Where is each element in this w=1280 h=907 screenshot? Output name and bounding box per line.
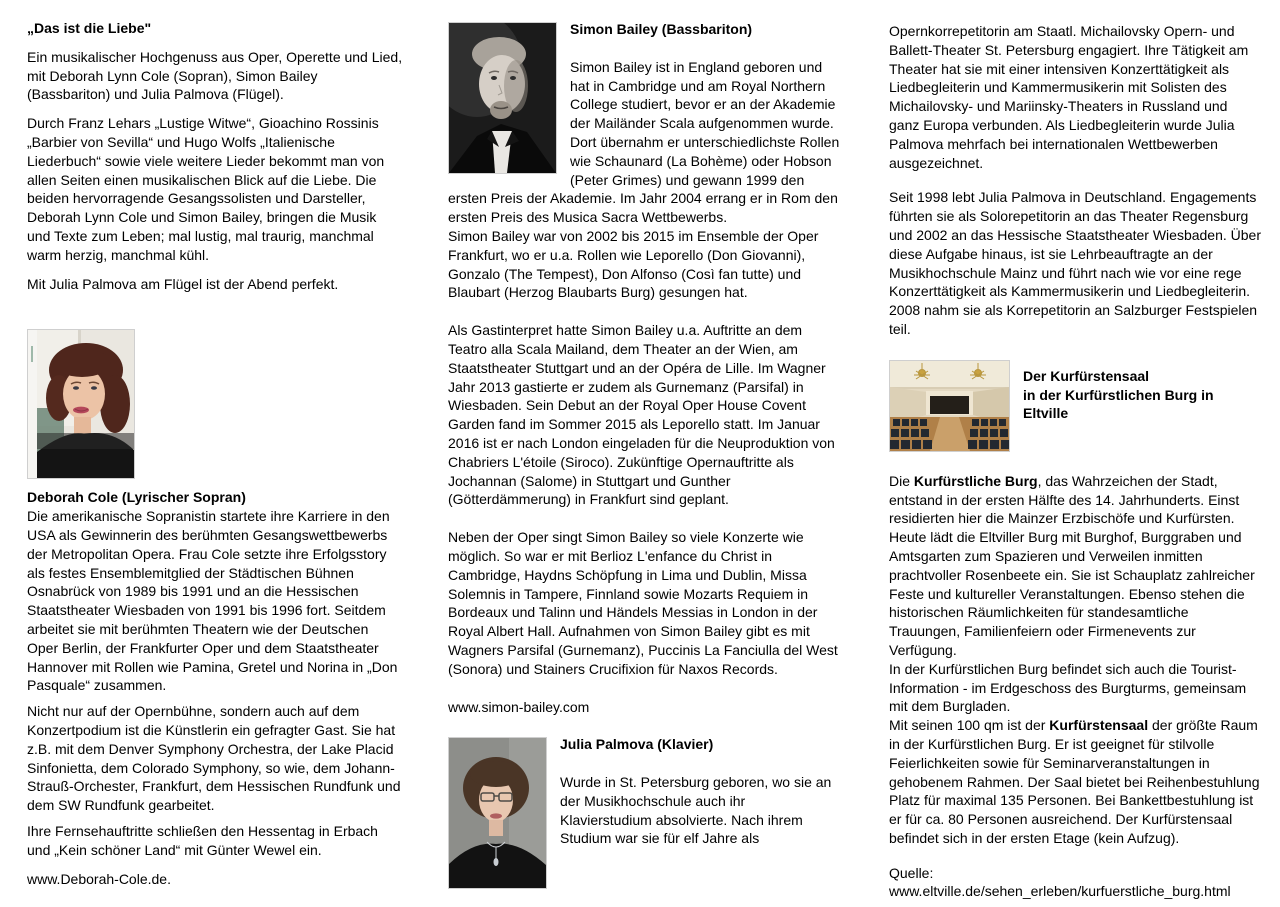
saal-caption-line1: Der Kurfürstensaal bbox=[1023, 367, 1150, 384]
source-url: www.eltville.de/sehen_erleben/kurfuerstliche_burg.html bbox=[889, 883, 1231, 900]
bailey-section bbox=[448, 20, 840, 321]
bailey-bio-paragraph: Simon Bailey ist in England geboren und hat in Cambridge und am Royal Northern College studiert, bevor er an der Akademie der Mailänder Scala aufgenommen wurde. Dort übernahm er unterschiedlichste Rollen wie Schaunard (La Bohème) oder Hobson (Peter Grimes) und gewann 1999 den ersten Preis der Akademie. Im Jahr 2004 errang er in Rom den ersten Preis des Musica Sacra Wettbewerbs. bbox=[448, 58, 840, 226]
saal-section bbox=[889, 358, 1261, 452]
burg-paragraph: Mit seinen 100 qm ist der Kurfürstensaal der größte Raum in der Kurfürstlichen Burg. Er ist geeignet für stilvolle Feierlichkeiten sowie für Seminarveranstaltungen in gehobenem Rahmen. Der Saal bietet bei Reihenbestuhlung Platz für maximal 135 Personen. Bei Bankettbestuhlung ist er für ca. 80 Personen ausreichend. Der Kurfürstensaal befindet sich in der ersten Etage (kein Aufzug). bbox=[889, 717, 1260, 846]
cole-bio-paragraph: Die amerikanische Sopranistin startete ihre Karriere in den USA als Gewinnerin des berühmten Gesangswettbewerbs der Metropolitan Opera. Frau Cole setzte ihre Erfolgsstory als festes Ensemblemitglied der Städtischen Bühnen Osnabrück von 1989 bis 1991 und an die Hessischen Staatstheater Wiesbaden von 1991 bis 1996 fort. Seitdem arbeitet sie mit berühmten Theatern wie der Deutschen Oper Berlin, der Frankfurter Oper und dem Staatstheater Hannover mit Rollen wie Pamina, Gretel und Norina in „Don Pasquale“ zusammen. bbox=[27, 508, 398, 694]
intro-paragraph: Durch Franz Lehars „Lustige Witwe“, Gioachino Rossinis „Barbier von Sevilla“ und Hugo Wolfs „Italienische Liederbuch“ sowie viele weitere Lieder bekommt man von allen Seiten einen musikalischen Blick auf die Liebe. Die beiden hervorragende Gesangssolisten und Darsteller, Deborah Lynn Cole und Simon Bailey, bringen die Musik und Texte zum Leben; mal lustig, mal traurig, manchmal warm herzig, manchmal kühl. bbox=[27, 115, 385, 263]
intro-paragraph: Ein musikalischer Hochgenuss aus Oper, Operette und Lied, mit Deborah Lynn Cole (Sopran), Simon Bailey (Bassbariton) und Julia Palmova (Flügel). bbox=[27, 48, 403, 103]
cole-heading: Deborah Cole (Lyrischer Sopran) bbox=[27, 489, 246, 506]
cole-website: www.Deborah-Cole.de. bbox=[27, 870, 171, 887]
cole-bio-paragraph: Nicht nur auf der Opernbühne, sondern auch auf dem Konzertpodium ist die Künstlerin ein gefragter Gast. Sie hat z.B. mit dem Denver Symphony Orchestra, der Lake Placid Sinfonietta, dem Colorado Symphony, so wie, dem Johann-Strauß-Orchester, Frankfurt, dem Hessischen Rundfunk und dem SW Rundfunk gearbeitet. bbox=[27, 703, 401, 814]
middle-column bbox=[448, 20, 840, 897]
bailey-bio-paragraph: Neben der Oper singt Simon Bailey so viele Konzerte wie möglich. So war er mit Berlioz L'enfance du Christ in Cambridge, Haydns Schöpfung in Lima und Dublin, Missa Solemnis in Tampere, Finnland sowie Mozarts Requiem in Bordeaux und Talinn und Händels Messias in London in der Royal Albert Hall. Aufnahmen von Simon Bailey gibt es mit Wagners Parsifal (Gurnemanz), Puccinis La Fanciulla del West (Sonora) und Stainers Crucifixion für Naxos Records. bbox=[448, 529, 838, 677]
left-column bbox=[27, 19, 403, 888]
palmova-section bbox=[448, 735, 840, 897]
deborah-cole-photo bbox=[27, 329, 135, 479]
bailey-heading: Simon Bailey (Bassbariton) bbox=[570, 21, 753, 37]
right-column bbox=[889, 22, 1261, 901]
palmova-bio-paragraph: Wurde in St. Petersburg geboren, wo sie an der Musikhochschule auch ihr Klavierstudium absolvierte. Nach ihrem Studium war sie für elf Jahre als bbox=[560, 774, 832, 847]
source-label: Quelle: bbox=[889, 864, 934, 881]
bailey-bio-paragraph: Als Gastinterpret hatte Simon Bailey u.a. Auftritte an dem Teatro alla Scala Mailand, dem Theater an der Wien, am Staatstheater Stuttgart und an der Opéra de Lille. Im Wagner Jahr 2013 gastierte er zudem als Gurnemanz (Parsifal) in Wiesbaden. Sein Debut an der Royal Oper House Covent Garden fand im Sommer 2015 als Leporello statt. Im Januar 2016 ist er nach London eingeladen für die Neuproduktion von Chabriers L'étoile (Siroco). Zukünftige Opernauftritte als Jochannan (Salome) in Stuttgart und Gunther (Götterdämmerung) in Frankfurt sind geplant. bbox=[448, 322, 835, 508]
saal-caption-line2: in der Kurfürstlichen Burg in Eltville bbox=[1023, 386, 1214, 422]
bailey-bio-paragraph: Simon Bailey war von 2002 bis 2015 im Ensemble der Oper Frankfurt, wo er u.a. Rollen wie Leporello (Don Giovanni), Gonzalo (The Tempest), Don Alfonso (Così fan tutte) und Blaubart (Herzog Blaubarts Burg) gesungen hat. bbox=[448, 227, 819, 301]
kurfuerstensaal-photo bbox=[889, 360, 1010, 452]
julia-palmova-photo bbox=[448, 737, 547, 889]
bailey-website: www.simon-bailey.com bbox=[448, 698, 590, 715]
cole-bio-paragraph: Ihre Fernsehauftritte schließen den Hessentag in Erbach und „Kein schöner Land“ mit Günter Wewel ein. bbox=[27, 822, 378, 858]
simon-bailey-photo bbox=[448, 22, 557, 174]
palmova-bio-continued: Opernkorrepetitorin am Staatl. Michailovsky Opern- und Ballett-Theater St. Petersburg engagiert. Ihre Tätigkeit am Theater hat sie mit einer intensiven Konzerttätigkeit als Liedbegleiterin und Kammermusikerin mit Solisten des Michailovsky- und Mariinsky-Theaters in Russland und ganz Europa verbunden. Als Liedbegleiterin wurde Julia Palmova mehrfach bei internationalen Wettbewerben ausgezeichnet. bbox=[889, 23, 1249, 171]
burg-paragraph: In der Kurfürstlichen Burg befindet sich auch die Tourist-Information - im Erdgeschoss des Burgturms, gemeinsam mit dem Burgladen. bbox=[889, 660, 1247, 715]
palmova-bio-continued: Seit 1998 lebt Julia Palmova in Deutschland. Engagements führten sie als Solorepetitorin an das Theater Regensburg und 2002 an das Hessische Staatstheater Wiesbaden. Über diese Aufgabe hinaus, ist sie Lehrbeauftragte an der Musikhochschule Mainz und führt nach wie vor eine rege Konzerttätigkeit als Kammermusikerin und Liedbegleiterin. 2008 nahm sie als Korrepetitorin an Salzburger Festspielen teil. bbox=[889, 189, 1262, 337]
palmova-heading: Julia Palmova (Klavier) bbox=[560, 736, 714, 753]
burg-paragraph: Die Kurfürstliche Burg, das Wahrzeichen der Stadt, entstand in der ersten Hälfte des 14. Jahrhunderts. Einst residierten hier die Mainzer Erzbischöfe und Kurfürsten. Heute lädt die Eltviller Burg mit Burghof, Burggraben und Amtsgarten zum Spazieren und Verweilen inmitten prachtvoller Rosenbeete ein. Sie ist Schauplatz zahlreicher Feste und kultureller Veranstaltungen. Ebenso stehen die historischen Räumlichkeiten für standesamtliche Trauungen, Familienfeiern oder Firmenevents zur Verfügung. bbox=[889, 472, 1255, 658]
page-title: „Das ist die Liebe" bbox=[27, 20, 152, 36]
intro-paragraph: Mit Julia Palmova am Flügel ist der Abend perfekt. bbox=[27, 275, 339, 292]
